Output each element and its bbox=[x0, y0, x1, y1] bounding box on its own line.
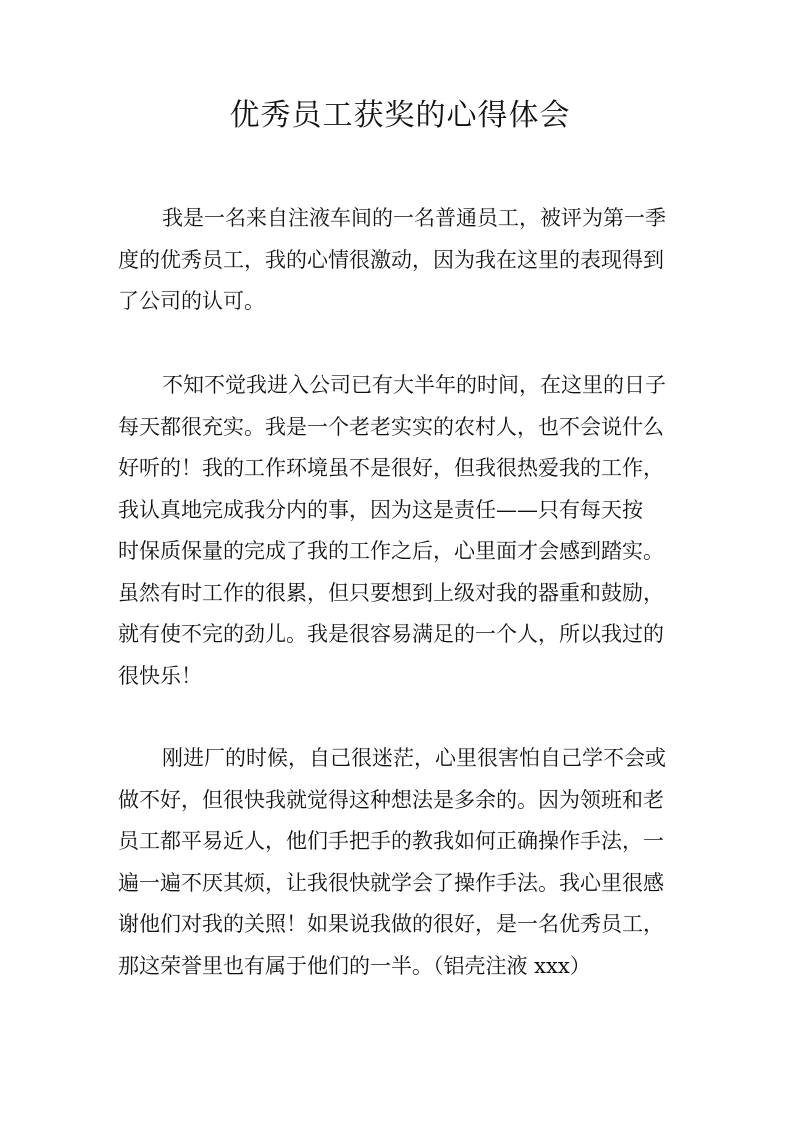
paragraph-line: 不知不觉我进入公司已有大半年的时间，在这里的日子 bbox=[162, 373, 666, 397]
paragraph-line: 虽然有时工作的很累，但只要想到上级对我的器重和鼓励， bbox=[118, 580, 664, 605]
paragraph-2 bbox=[118, 365, 688, 697]
paragraph-line: 了公司的认可。 bbox=[118, 289, 265, 313]
paragraph-line: 我是一名来自注液车间的一名普通员工，被评为第一季 bbox=[162, 206, 666, 230]
paragraph-line: 员工都平易近人，他们手把手的教我如何正确操作手法，一 bbox=[118, 829, 664, 853]
paragraph-line: 时保质保量的完成了我的工作之后，心里面才会感到踏实。 bbox=[118, 539, 664, 563]
paragraph-line: 我认真地完成我分内的事，因为这是责任——只有每天按 bbox=[118, 497, 643, 522]
paragraph-line: 谢他们对我的关照！如果说我做的很好，是一名优秀员工， bbox=[118, 912, 664, 936]
paragraph-1 bbox=[118, 198, 688, 323]
paragraph-3 bbox=[118, 738, 688, 987]
paragraph-line: 度的优秀员工，我的心情很激动，因为我在这里的表现得到 bbox=[118, 247, 664, 272]
paragraph-line: 遍一遍不厌其烦，让我很快就学会了操作手法。我心里很感 bbox=[118, 870, 664, 895]
paragraph-line: 好听的！我的工作环境虽不是很好，但我很热爱我的工作， bbox=[118, 456, 664, 480]
document-title: 优秀员工获奖的心得体会 bbox=[229, 98, 571, 133]
paragraph-line: 刚进厂的时候，自己很迷茫，心里很害怕自己学不会或 bbox=[162, 746, 666, 770]
paragraph-line: 每天都很充实。我是一个老老实实的农村人，也不会说什么 bbox=[118, 414, 664, 439]
paragraph-line: 很快乐！ bbox=[118, 663, 202, 688]
paragraph-line: 就有使不完的劲儿。我是很容易满足的一个人，所以我过的 bbox=[118, 622, 664, 646]
paragraph-line: 那这荣誉里也有属于他们的一半。（铝壳注液 xxx） bbox=[118, 953, 591, 978]
paragraph-line: 做不好，但很快我就觉得这种想法是多余的。因为领班和老 bbox=[118, 787, 664, 812]
